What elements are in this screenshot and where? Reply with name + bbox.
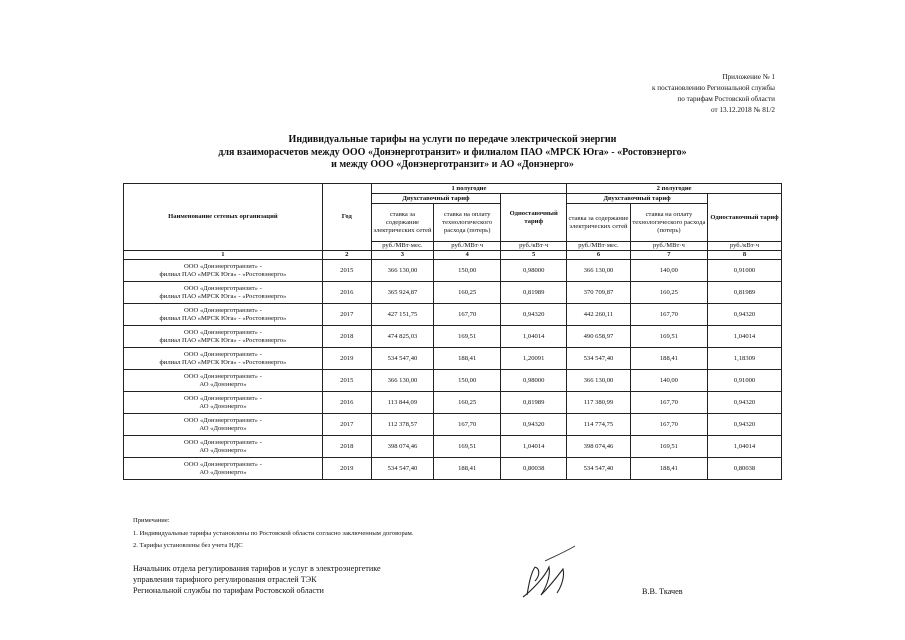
table-row <box>124 348 782 370</box>
signatory-line-3: Региональной службы по тарифам Ростовской области <box>133 586 324 595</box>
table-row <box>124 370 782 392</box>
notes-heading: Примечание: <box>133 517 170 524</box>
rate-cell: 366 130,00 <box>371 370 433 392</box>
org-name-line-1: ООО «Донэнерготранзит» - <box>184 262 262 270</box>
org-name-line-2: АО «Донэнерго» <box>199 402 247 410</box>
rate-cell: 490 658,97 <box>567 326 631 348</box>
rate-cell: 0,94320 <box>501 304 567 326</box>
year-cell: 2019 <box>322 348 371 370</box>
rate-cell: 160,25 <box>434 282 501 304</box>
header-rate-maintenance-1: ставка за содержание электрических сетей <box>371 204 433 242</box>
rate-cell: 0,81989 <box>708 282 782 304</box>
rate-cell: 112 378,57 <box>371 414 433 436</box>
rate-cell: 0,81989 <box>501 392 567 414</box>
org-name-line-2: АО «Донэнерго» <box>199 424 247 432</box>
table-row <box>124 458 782 480</box>
table-row <box>124 304 782 326</box>
rate-cell: 474 825,03 <box>371 326 433 348</box>
org-name-line-2: филиал ПАО «МРСК Юга» - «Ростовэнерго» <box>159 292 287 300</box>
column-number: 3 <box>371 251 433 260</box>
org-cell <box>124 370 323 392</box>
org-name-line-1: ООО «Донэнерготранзит» - <box>184 350 262 358</box>
year-cell: 2018 <box>322 326 371 348</box>
org-cell <box>124 326 323 348</box>
year-cell: 2016 <box>322 392 371 414</box>
year-cell: 2018 <box>322 436 371 458</box>
header-half-1: 1 полугодие <box>371 184 566 194</box>
header-two-rate-2: Двухставочный тариф <box>567 194 708 204</box>
signatory-line-2: управления тарифного регулирования отраслей ТЭК <box>133 575 317 584</box>
note-2: 2. Тарифы установлены без учета НДС <box>133 542 243 549</box>
org-name-line-1: ООО «Донэнерготранзит» - <box>184 284 262 292</box>
column-number: 5 <box>501 251 567 260</box>
rate-cell: 1,18309 <box>708 348 782 370</box>
rate-cell: 1,04014 <box>708 326 782 348</box>
rate-cell: 188,41 <box>434 458 501 480</box>
org-name-line-1: ООО «Донэнерготранзит» - <box>184 328 262 336</box>
appendix-line-2: к постановлению Региональной службы <box>651 84 775 92</box>
title-line-2: для взаиморасчетов между ООО «Донэнерготранзит» и филиалом ПАО «МРСК Юга» - «Ростовэнерго» <box>218 146 687 158</box>
header-one-rate-2: Одноставочный тариф <box>708 194 782 242</box>
column-number: 4 <box>434 251 501 260</box>
rate-cell: 117 380,99 <box>567 392 631 414</box>
rate-cell: 1,04014 <box>501 326 567 348</box>
org-cell <box>124 282 323 304</box>
rate-cell: 150,00 <box>434 370 501 392</box>
header-two-rate-1: Двухставочный тариф <box>371 194 501 204</box>
unit-col-4: руб./МВт·ч <box>434 242 501 251</box>
header-rate-losses-1: ставка на оплату технологического расхода (потерь) <box>434 204 501 242</box>
notes-block <box>133 515 414 553</box>
handwritten-signature-icon <box>505 543 595 605</box>
org-cell <box>124 458 323 480</box>
org-cell <box>124 304 323 326</box>
rate-cell: 188,41 <box>630 348 707 370</box>
rate-cell: 1,04014 <box>501 436 567 458</box>
rate-cell: 534 547,40 <box>371 348 433 370</box>
table-row <box>124 436 782 458</box>
year-cell: 2015 <box>322 260 371 282</box>
header-year: Год <box>322 184 371 251</box>
rate-cell: 365 924,87 <box>371 282 433 304</box>
rate-cell: 114 774,75 <box>567 414 631 436</box>
unit-col-5: руб./кВт·ч <box>501 242 567 251</box>
org-name-line-1: ООО «Донэнерготранзит» - <box>184 372 262 380</box>
rate-cell: 366 130,00 <box>567 370 631 392</box>
org-name-line-2: филиал ПАО «МРСК Юга» - «Ростовэнерго» <box>159 270 287 278</box>
rate-cell: 366 130,00 <box>371 260 433 282</box>
unit-col-8: руб./кВт·ч <box>708 242 782 251</box>
rate-cell: 169,51 <box>630 436 707 458</box>
column-number: 2 <box>322 251 371 260</box>
column-number: 6 <box>567 251 631 260</box>
rate-cell: 398 074,46 <box>371 436 433 458</box>
rate-cell: 0,91000 <box>708 260 782 282</box>
column-number: 1 <box>124 251 323 260</box>
rate-cell: 1,04014 <box>708 436 782 458</box>
rate-cell: 167,70 <box>630 304 707 326</box>
rate-cell: 167,70 <box>630 392 707 414</box>
rate-cell: 140,00 <box>630 370 707 392</box>
signatory-line-1: Начальник отдела регулирования тарифов и услуг в электроэнергетике <box>133 564 381 573</box>
rate-cell: 160,25 <box>630 282 707 304</box>
rate-cell: 113 844,09 <box>371 392 433 414</box>
rate-cell: 0,94320 <box>708 414 782 436</box>
document-title <box>0 134 905 172</box>
org-cell <box>124 392 323 414</box>
rate-cell: 167,70 <box>434 414 501 436</box>
appendix-line-4: от 13.12.2018 № 81/2 <box>710 106 775 114</box>
rate-cell: 398 074,46 <box>567 436 631 458</box>
year-cell: 2019 <box>322 458 371 480</box>
rate-cell: 160,25 <box>434 392 501 414</box>
column-number: 8 <box>708 251 782 260</box>
rate-cell: 0,94320 <box>501 414 567 436</box>
tariff-table-body <box>124 260 782 480</box>
org-name-line-1: ООО «Донэнерготранзит» - <box>184 416 262 424</box>
unit-col-3: руб./МВт·мес. <box>371 242 433 251</box>
org-cell <box>124 414 323 436</box>
org-name-line-2: филиал ПАО «МРСК Юга» - «Ростовэнерго» <box>159 314 287 322</box>
header-org: Наименование сетевых организаций <box>124 184 323 251</box>
signatory-position <box>133 563 381 596</box>
year-cell: 2016 <box>322 282 371 304</box>
signatory-name: В.В. Ткачев <box>642 587 683 596</box>
rate-cell: 0,80038 <box>708 458 782 480</box>
header-rate-maintenance-2: ставка за содержание электрических сетей <box>567 204 631 242</box>
tariff-table <box>123 183 782 480</box>
rate-cell: 534 547,40 <box>567 348 631 370</box>
rate-cell: 188,41 <box>630 458 707 480</box>
rate-cell: 169,51 <box>630 326 707 348</box>
rate-cell: 0,91000 <box>708 370 782 392</box>
rate-cell: 0,81989 <box>501 282 567 304</box>
rate-cell: 169,51 <box>434 436 501 458</box>
header-half-2: 2 полугодие <box>567 184 782 194</box>
table-row <box>124 282 782 304</box>
org-name-line-1: ООО «Донэнерготранзит» - <box>184 460 262 468</box>
org-cell <box>124 260 323 282</box>
rate-cell: 0,80038 <box>501 458 567 480</box>
rate-cell: 169,51 <box>434 326 501 348</box>
table-row <box>124 414 782 436</box>
rate-cell: 442 260,11 <box>567 304 631 326</box>
org-name-line-2: филиал ПАО «МРСК Юга» - «Ростовэнерго» <box>159 336 287 344</box>
rate-cell: 150,00 <box>434 260 501 282</box>
rate-cell: 167,70 <box>630 414 707 436</box>
table-row <box>124 326 782 348</box>
header-one-rate-1: Одноставочный тариф <box>501 194 567 242</box>
signature-mark <box>505 543 595 610</box>
title-line-1: Индивидуальные тарифы на услуги по передаче электрической энергии <box>288 134 617 145</box>
table-row <box>124 260 782 282</box>
rate-cell: 0,98000 <box>501 260 567 282</box>
org-name-line-2: филиал ПАО «МРСК Юга» - «Ростовэнерго» <box>159 358 287 366</box>
year-cell: 2017 <box>322 414 371 436</box>
org-cell <box>124 348 323 370</box>
org-name-line-1: ООО «Донэнерготранзит» - <box>184 394 262 402</box>
rate-cell: 534 547,40 <box>371 458 433 480</box>
title-line-3: и между ООО «Донэнерготранзит» и АО «Донэнерго» <box>331 159 574 170</box>
rate-cell: 167,70 <box>434 304 501 326</box>
year-cell: 2017 <box>322 304 371 326</box>
rate-cell: 534 547,40 <box>567 458 631 480</box>
rate-cell: 366 130,00 <box>567 260 631 282</box>
org-name-line-1: ООО «Донэнерготранзит» - <box>184 438 262 446</box>
org-name-line-2: АО «Донэнерго» <box>199 380 247 388</box>
unit-col-6: руб./МВт·мес. <box>567 242 631 251</box>
org-name-line-2: АО «Донэнерго» <box>199 468 247 476</box>
org-name-line-2: АО «Донэнерго» <box>199 446 247 454</box>
rate-cell: 188,41 <box>434 348 501 370</box>
rate-cell: 0,98000 <box>501 370 567 392</box>
appendix-line-3: по тарифам Ростовской области <box>677 95 775 103</box>
rate-cell: 370 709,87 <box>567 282 631 304</box>
appendix-block <box>652 72 775 116</box>
header-rate-losses-2: ставка на оплату технологического расхода (потерь) <box>630 204 707 242</box>
unit-col-7: руб./МВт·ч <box>630 242 707 251</box>
rate-cell: 0,94320 <box>708 304 782 326</box>
appendix-line-1: Приложение № 1 <box>722 73 775 81</box>
rate-cell: 427 151,75 <box>371 304 433 326</box>
note-1: 1. Индивидуальные тарифы установлены по Ростовской области согласно заключенным договорам. <box>133 529 414 537</box>
org-name-line-1: ООО «Донэнерготранзит» - <box>184 306 262 314</box>
year-cell: 2015 <box>322 370 371 392</box>
rate-cell: 0,94320 <box>708 392 782 414</box>
table-row <box>124 392 782 414</box>
rate-cell: 140,00 <box>630 260 707 282</box>
org-cell <box>124 436 323 458</box>
rate-cell: 1,20091 <box>501 348 567 370</box>
column-number: 7 <box>630 251 707 260</box>
